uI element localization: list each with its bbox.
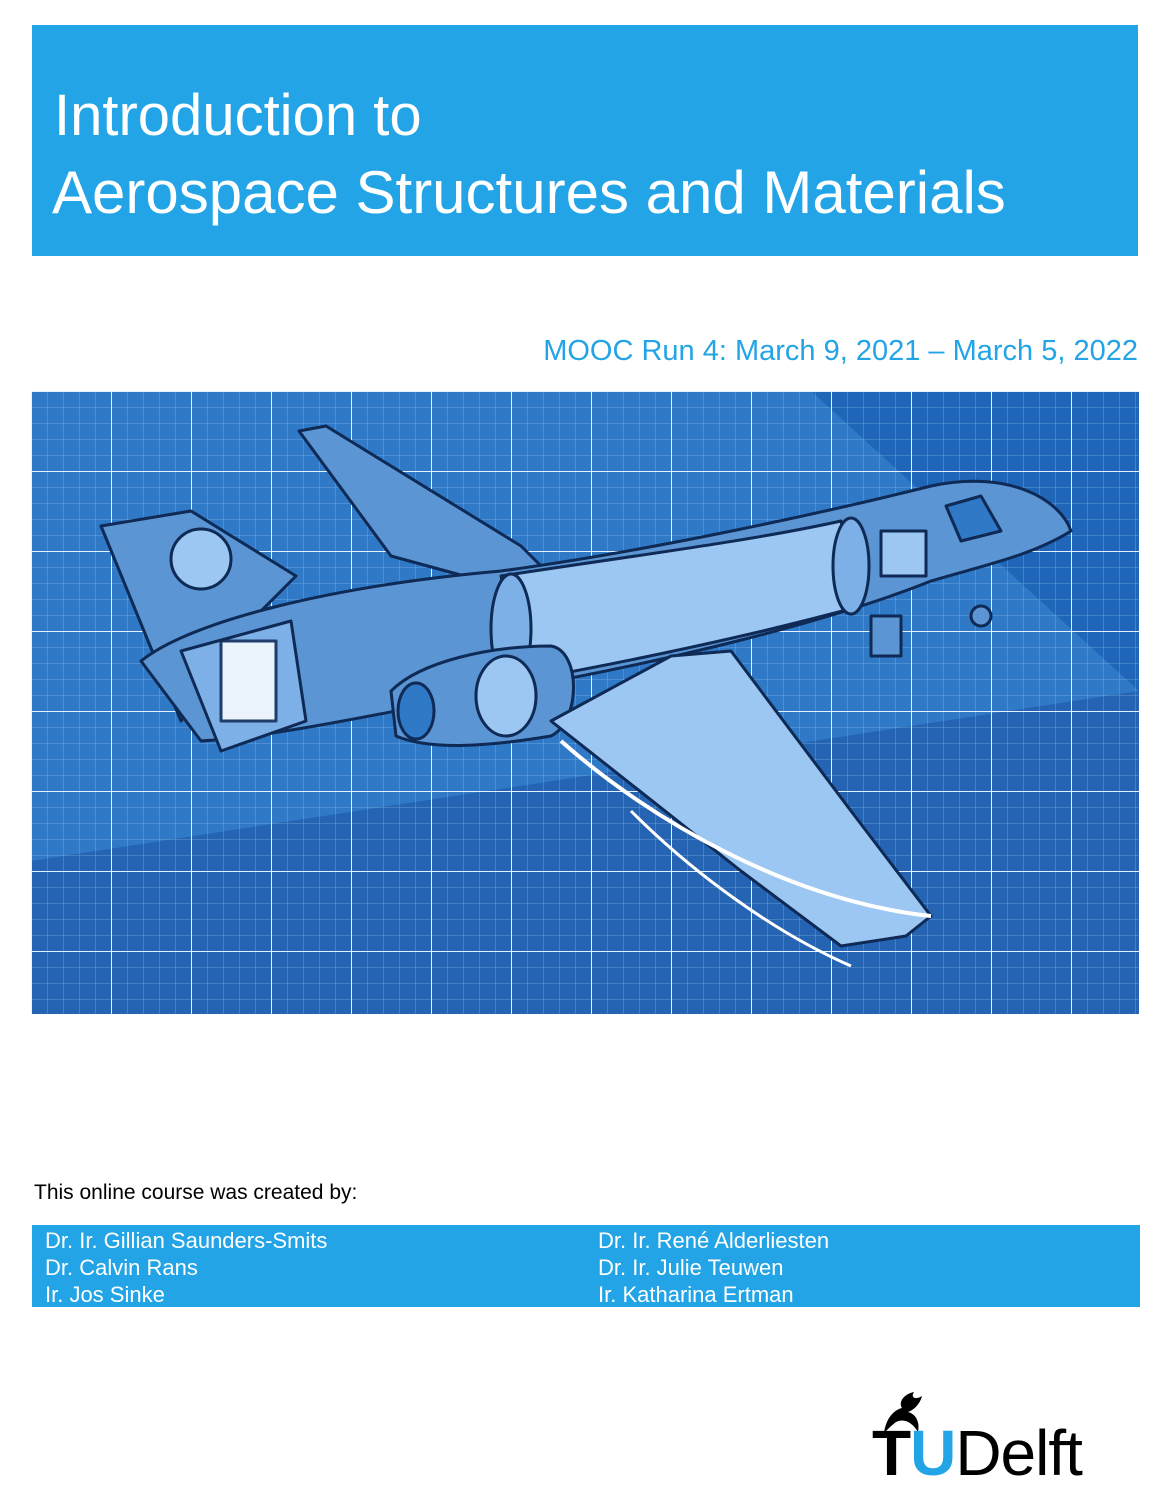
course-run-subtitle: MOOC Run 4: March 9, 2021 – March 5, 2022 (543, 335, 1138, 367)
title-line-1: Introduction to (54, 83, 422, 148)
tu-delft-logo (868, 1388, 1108, 1488)
author-name: Dr. Ir. René Alderliesten (598, 1228, 830, 1253)
author-name: Dr. Ir. Julie Teuwen (598, 1255, 784, 1280)
credits-intro: This online course was created by: (34, 1181, 358, 1204)
title-line-2: Aerospace Structures and Materials (52, 159, 1006, 226)
author-name: Ir. Jos Sinke (45, 1282, 165, 1307)
title-banner (32, 25, 1138, 256)
credits-band (32, 1225, 1140, 1307)
airplane-cutaway-illustration (31, 391, 1139, 1014)
credits-column-left (45, 1227, 327, 1308)
author-name: Dr. Calvin Rans (45, 1255, 198, 1280)
airplane-illustration-svg (31, 391, 1139, 1014)
logo-letter-u: U (910, 1417, 956, 1489)
author-name: Dr. Ir. Gillian Saunders-Smits (45, 1228, 328, 1253)
author-name: Ir. Katharina Ertman (598, 1282, 794, 1307)
credits-column-right (598, 1227, 829, 1308)
logo-word-delft: Delft (955, 1417, 1082, 1489)
logo-letter-t: T (872, 1417, 911, 1489)
tu-delft-wordmark (872, 1418, 1082, 1488)
